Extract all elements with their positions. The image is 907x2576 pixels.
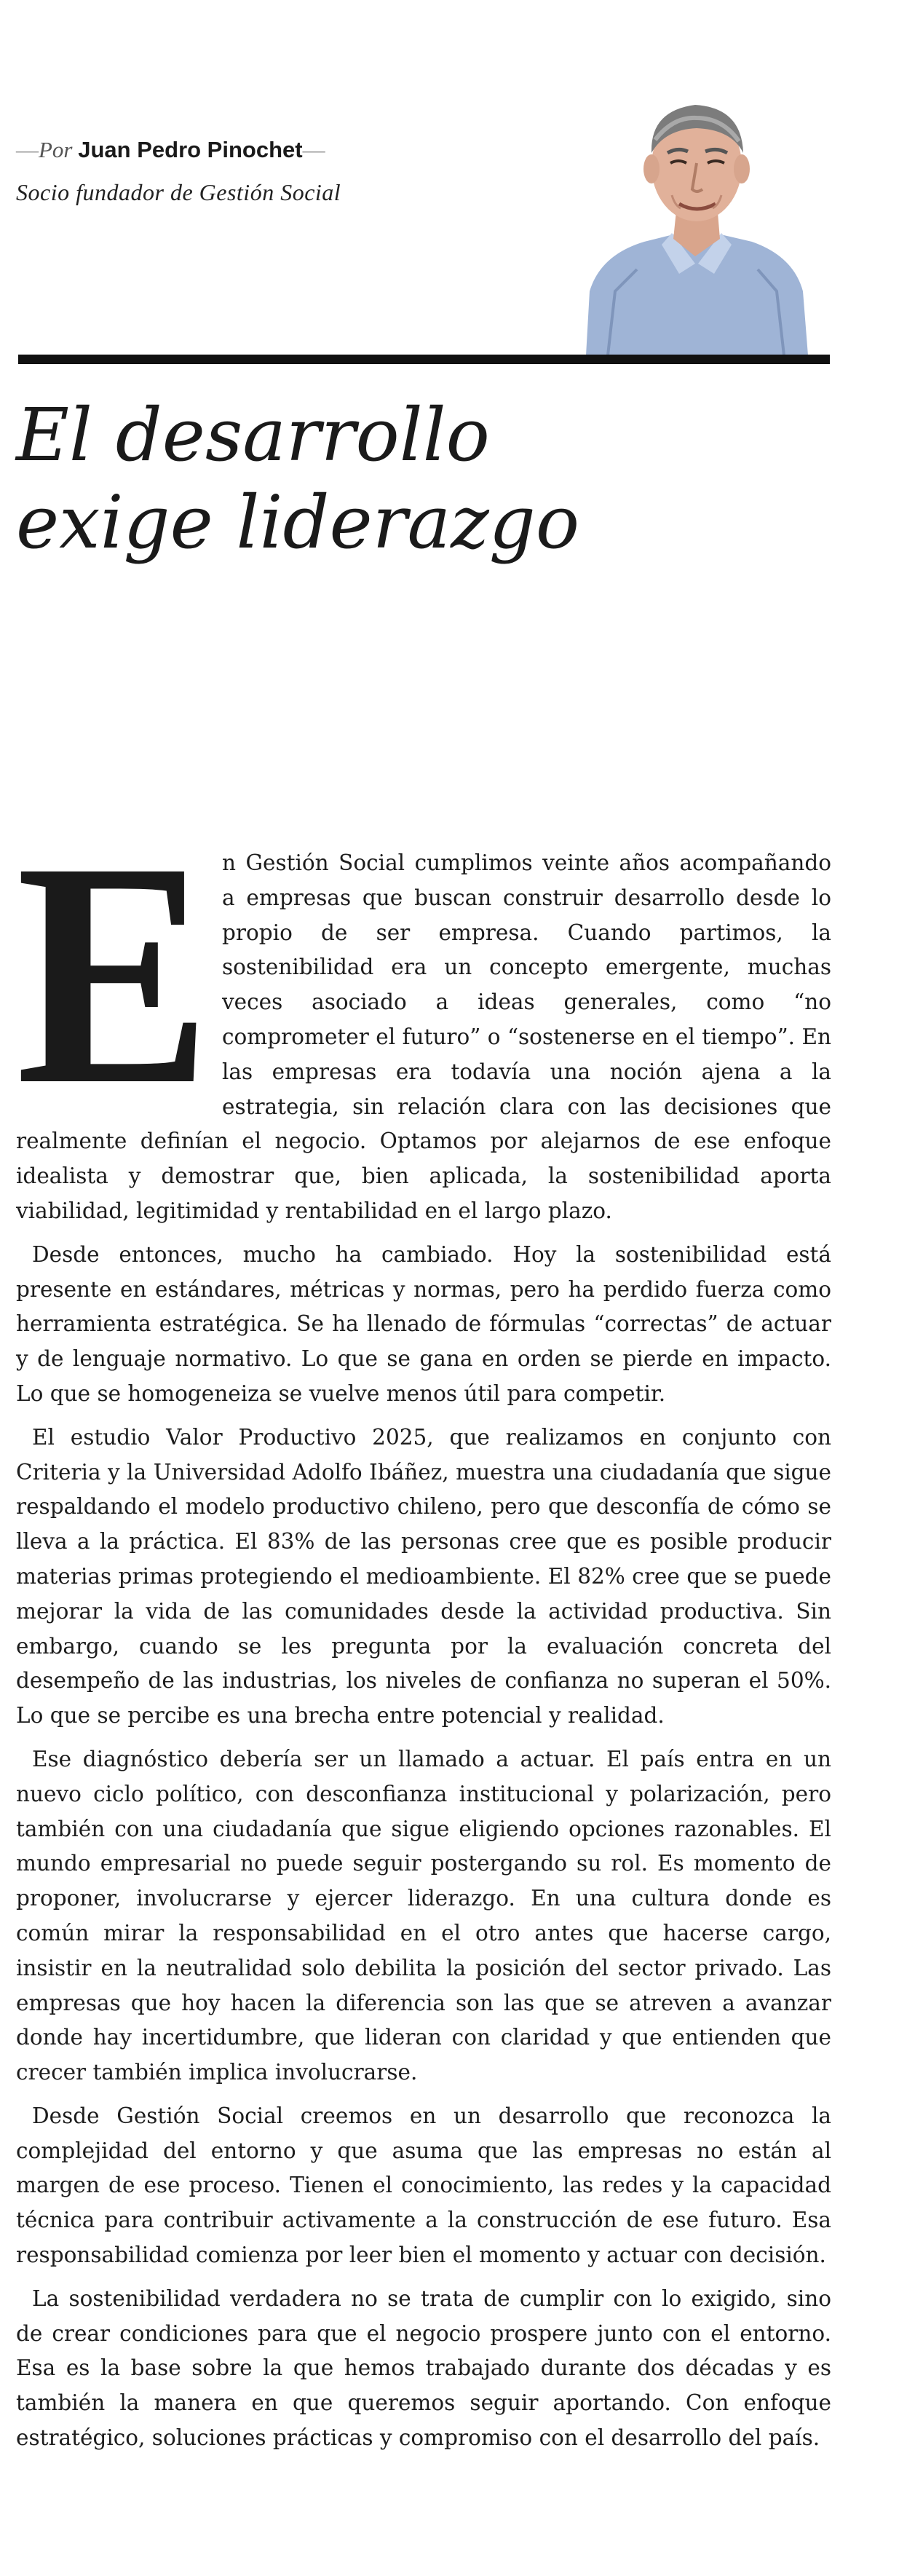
article-paragraph-5: Desde Gestión Social creemos en un desarrollo que reconozca la complejidad del entorno y que asuma que las empresas no están al margen de ese proceso. Tienen el conocimiento, las redes y la capacidad técnica para contribuir activamente a la construcción de ese futuro. Esa responsabilidad comienza por leer bien el momento y actuar con decisión. [16, 2103, 831, 2268]
article-paragraph-4: Ese diagnóstico debería ser un llamado a actuar. El país entra en un nuevo ciclo político, con desconfianza institucional y polarización, pero también con una ciudadanía que sigue eligiendo opciones razonables. El mundo empresarial no puede seguir postergando su rol. Es momento de proponer, involucrarse y ejercer liderazgo. En una cultura donde es común mirar la responsabilidad en el otro antes que hacerse cargo, insistir en la neutralidad solo debilita la posición del sector privado. Las empresas que hoy hacen la diferencia son las que se atreven a avanzar donde hay incertidumbre, que lideran con claridad y que entienden que crecer también implica involucrarse. [16, 1746, 831, 2085]
drop-cap-letter: E [16, 848, 211, 1092]
byline-prefix: Por [39, 137, 73, 162]
headline [16, 392, 744, 566]
author-portrait [586, 73, 808, 355]
byline-dash-right: — [302, 137, 325, 162]
article-body [16, 846, 831, 2465]
article-paragraph-3: El estudio Valor Productivo 2025, que realizamos en conjunto con Criteria y la Universidad Adolfo Ibáñez, muestra una ciudadanía que sigue respaldando el modelo productivo chileno, pero que desconfía de cómo se lleva a la práctica. El 83% de las personas cree que es posible producir materias primas protegiendo el medioambiente. El 82% cree que se puede mejorar la vida de las comunidades desde la actividad productiva. Sin embargo, cuando se les pregunta por la evaluación concreta del desempeño de las industrias, los niveles de confianza no superan el 50%. Lo que se percibe es una brecha entre potencial y realidad. [16, 1424, 831, 1728]
byline [16, 137, 325, 163]
byline-dash-left: — [16, 137, 39, 162]
article-paragraph-2: Desde entonces, mucho ha cambiado. Hoy la sostenibilidad está presente en estándares, métricas y normas, pero ha perdido fuerza como herramienta estratégica. Se ha llenado de fórmulas “correctas” de actuar y de lenguaje normativo. Lo que se gana en orden se pierde en impacto. Lo que se homogeneiza se vuelve menos útil para competir. [16, 1241, 831, 1406]
author-role: Socio fundador de Gestión Social [16, 179, 341, 205]
drop-cap-spacer [16, 846, 216, 1090]
headline-line-2: exige liderazgo [16, 480, 580, 565]
header-divider [18, 355, 830, 364]
headline-line-1: El desarrollo [16, 392, 490, 478]
article-paragraph-1: n Gestión Social cumplimos veinte años acompañando a empresas que buscan construir desarrollo desde lo propio de ser empresa. Cuando partimos, la sostenibilidad era un concepto emergente, muchas veces asociado a ideas generales, como “no comprometer el futuro” o “sostenerse en el tiempo”. En las empresas era todavía una noción ajena a la estrategia, sin relación clara con las decisiones que realmente definían el negocio. Optamos por alejarnos de ese enfoque idealista y demostrar que, bien aplicada, la sostenibilidad aporta viabilidad, legitimidad y rentabilidad en el largo plazo. [16, 850, 831, 1223]
article-paragraph-6: La sostenibilidad verdadera no se trata de cumplir con lo exigido, sino de crear condiciones para que el negocio prospere junto con el entorno. Esa es la base sobre la que hemos trabajado durante dos décadas y es también la manera en que queremos seguir aportando. Con enfoque estratégico, soluciones prácticas y compromiso con el desarrollo del país. [16, 2285, 831, 2451]
author-name: Juan Pedro Pinochet [78, 137, 303, 162]
